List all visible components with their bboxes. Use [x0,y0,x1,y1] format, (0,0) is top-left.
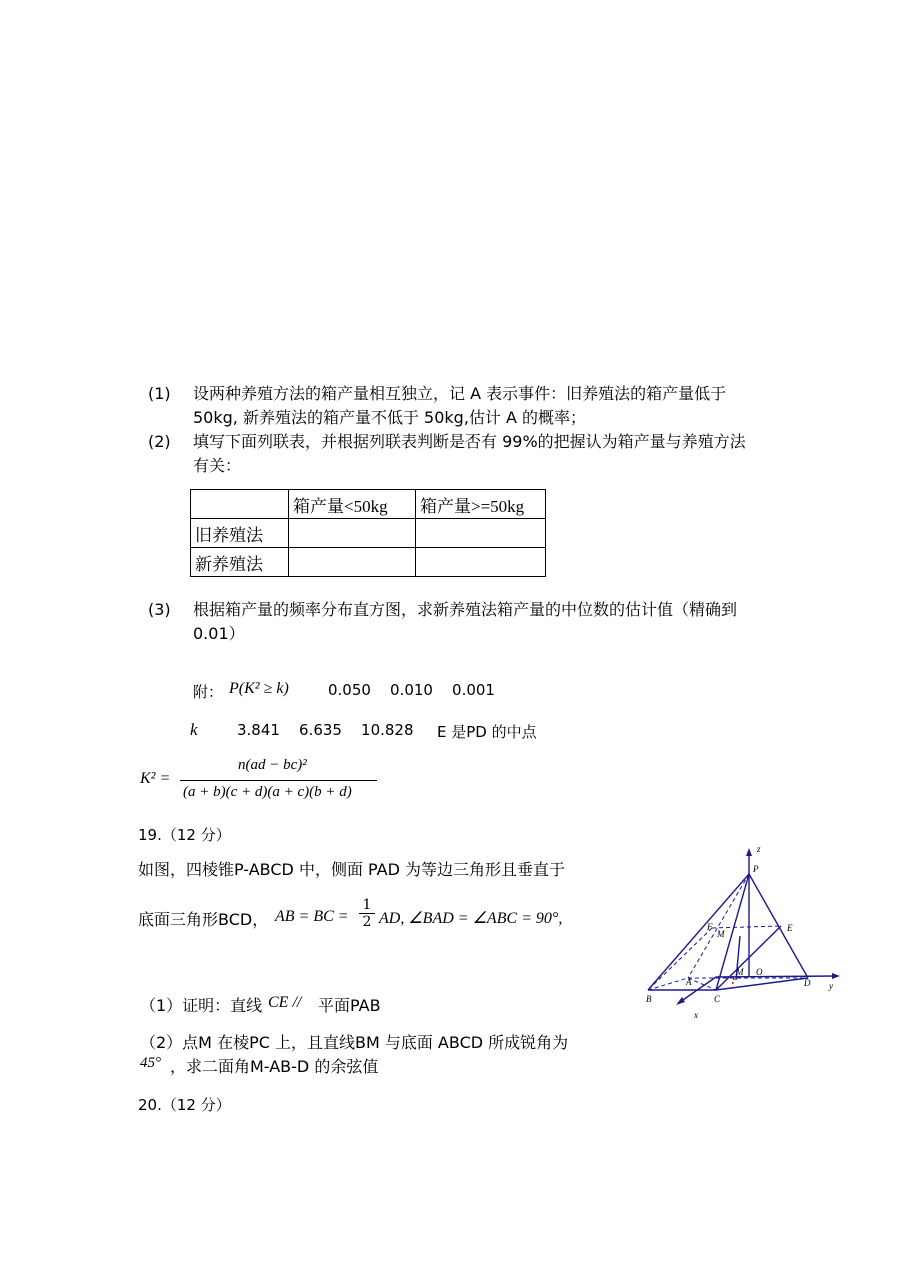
formula-numerator: n(ad − bc)² [238,757,307,773]
y-axis-arrow [832,973,840,979]
table-cell [416,548,546,577]
table-cell [289,548,416,577]
x-axis-arrow [676,997,685,1005]
table-cell: 新养殖法 [191,548,289,577]
table-header-cell: 箱产量>=50kg [416,490,546,519]
part-3-text-line2: 0.01） [193,624,245,643]
q19-part1-suffix: 平面PAB [318,996,381,1015]
fraction-numerator: 1 [359,897,375,914]
part-2-text-line2: 有关： [193,456,242,475]
segment-fb [648,928,712,990]
table-row [191,548,546,577]
question-20-header: 20.（12 分） [138,1096,231,1114]
q19-part2-line1: （2）点M 在棱PC 上，且直线BM 与底面 ABCD 所成锐角为 [140,1033,569,1052]
appendix-k-values: 3.841 6.635 10.828 [237,721,414,739]
q19-line2-prefix: 底面三角形BCD， [138,910,269,929]
pyramid-figure [636,844,846,1024]
fraction-denominator: 2 [362,914,372,930]
q19-half-fraction [359,897,375,930]
q19-math-ab-bc: AB = BC = [275,908,349,925]
q19-part1-prefix: （1）证明：直线 [140,996,263,1015]
edge-cd [716,978,808,990]
formula-fraction-bar [180,780,377,781]
appendix-label: 附： [193,683,224,701]
table-cell [289,519,416,548]
y-axis [716,976,836,977]
part-number-1: (1) [148,384,171,403]
label-f: F [707,922,713,932]
label-a: A [686,977,692,987]
q19-math-angles: AD, ∠BAD = ∠ABC = 90°, [379,910,563,927]
table-row [191,519,546,548]
formula-lhs: K² = [140,770,171,787]
label-b: B [646,994,652,1004]
appendix-p-values: 0.050 0.010 0.001 [328,681,495,699]
part-1-text-line1: 设两种养殖方法的箱产量相互独立，记 A 表示事件：旧养殖法的箱产量低于 [193,384,727,403]
label-p: P [753,864,759,874]
red-marker [732,978,734,986]
label-c: C [714,994,721,1004]
part-2-text-line1: 填写下面列联表，并根据列联表判断是否有 99%的把握认为箱产量与养殖方法 [193,432,746,451]
part-1-text-line2: 50kg, 新养殖法的箱产量不低于 50kg,估计 A 的概率； [193,408,587,427]
part-number-2: (2) [148,432,171,451]
appendix-k-label: k [190,720,198,739]
table-cell [416,519,546,548]
label-d: D [804,978,811,988]
z-axis-arrow [746,848,752,856]
part-3-text-line1: 根据箱产量的频率分布直方图，求新养殖法箱产量的中位数的估计值（精确到 [193,600,738,619]
label-m-upper: M [717,929,725,939]
edge-pa [688,874,749,978]
table-header-row [191,490,546,519]
label-z: z [757,844,761,854]
question-19-header: 19.（12 分） [138,826,231,844]
q19-part2-line2: ，求二面角M-AB-D 的余弦值 [170,1057,379,1076]
table-header-cell [191,490,289,519]
table-cell: 旧养殖法 [191,519,289,548]
label-y: y [829,981,833,991]
label-m: M [736,967,744,977]
table-header-cell: 箱产量<50kg [289,490,416,519]
appendix-trailing-text: E 是PD 的中点 [437,723,537,741]
appendix-p-expression: P(K² ≥ k) [229,680,289,697]
part-number-3: (3) [148,600,171,619]
q19-part1-math: CE // [268,994,302,1011]
label-x: x [694,1010,698,1020]
label-o: O [756,967,763,977]
label-e: E [787,923,793,933]
contingency-table [190,489,546,577]
q19-line1: 如图，四棱锥P-ABCD 中，侧面 PAD 为等边三角形且垂直于 [138,860,566,879]
q19-part2-math: 45° [140,1055,161,1071]
segment-fe [712,926,781,928]
formula-denominator: (a + b)(c + d)(a + c)(b + d) [183,784,352,800]
